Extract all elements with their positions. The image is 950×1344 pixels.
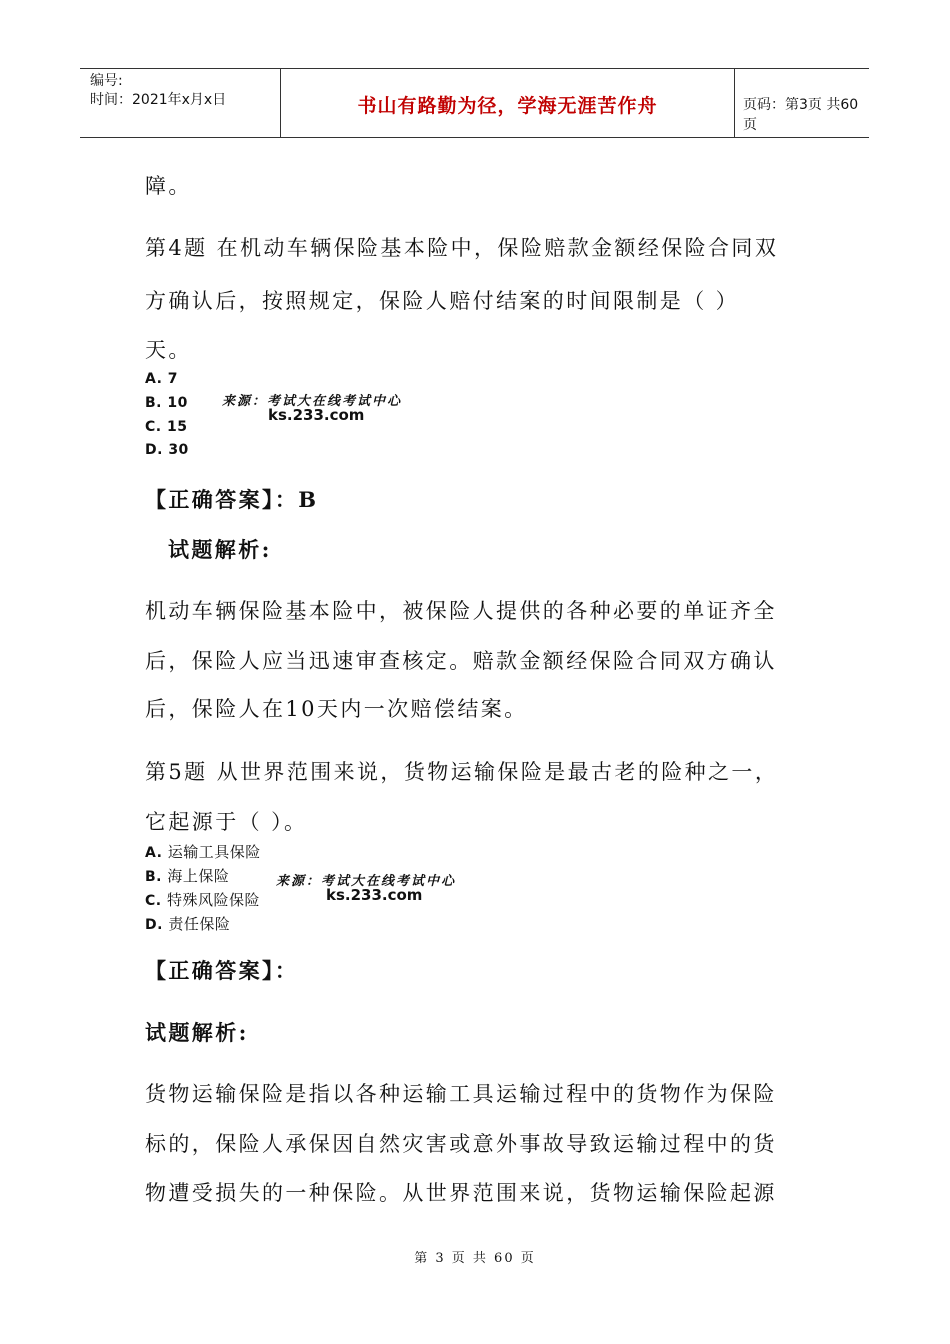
q5-line-2: 它起源于（ ）。 xyxy=(145,810,308,834)
q5-option-d-letter: D. xyxy=(145,917,163,933)
q5-analysis-line-1: 货物运输保险是指以各种运输工具运输过程中的货物作为保险 xyxy=(145,1082,777,1106)
q5-watermark-source: 来源：考试大在线考试中心 xyxy=(276,874,457,889)
date-label: 时间：2021年x月x日 xyxy=(90,92,227,108)
q4-analysis-line-3: 后，保险人在10天内一次赔偿结案。 xyxy=(145,697,528,721)
q5-option-c-letter: C. xyxy=(145,893,162,909)
q4-option-b: B. 10 xyxy=(145,395,188,411)
q4-line-3: 天。 xyxy=(145,338,192,362)
q5-analysis-title: 试题解析: xyxy=(145,1020,249,1045)
header-page-info: 页码：第3页 共60页 xyxy=(743,97,859,133)
q5-analysis-line-2: 标的，保险人承保因自然灾害或意外事故导致运输过程中的货 xyxy=(145,1132,777,1156)
q5-option-d xyxy=(145,913,230,934)
q5-answer: 【正确答案】： xyxy=(145,958,299,983)
q5-option-c-text: 特殊风险保险 xyxy=(166,891,260,909)
q4-option-c: C. 15 xyxy=(145,419,188,435)
q4-line-2: 方确认后，按照规定，保险人赔付结案的时间限制是（ ） xyxy=(145,289,740,313)
q5-option-a-text: 运输工具保险 xyxy=(167,843,261,861)
header-right-cell xyxy=(734,69,869,137)
q4-line-1: 第4题 在机动车辆保险基本险中，保险赔款金额经保险合同双 xyxy=(145,236,779,260)
q5-line-1: 第5题 从世界范围来说，货物运输保险是最古老的险种之一， xyxy=(145,760,779,784)
q5-analysis-line-3: 物遭受损失的一种保险。从世界范围来说，货物运输保险起源 xyxy=(145,1181,777,1205)
q4-option-d: D. 30 xyxy=(145,442,189,458)
q5-option-a-letter: A. xyxy=(145,845,163,861)
doc-number-label: 编号: xyxy=(90,73,123,89)
header-left-cell xyxy=(80,69,280,137)
q5-option-d-text: 责任保险 xyxy=(168,915,231,933)
q4-watermark-source: 来源：考试大在线考试中心 xyxy=(222,394,403,409)
q5-option-b-letter: B. xyxy=(145,869,162,885)
q5-option-b xyxy=(145,865,229,886)
q5-option-a xyxy=(145,841,261,862)
q4-analysis-line-1: 机动车辆保险基本险中，被保险人提供的各种必要的单证齐全 xyxy=(145,599,777,623)
q4-watermark-url: ks.233.com xyxy=(268,406,365,424)
header-motto-cell xyxy=(280,69,735,137)
q5-option-c xyxy=(145,889,260,910)
q4-answer: 【正确答案】：B xyxy=(145,487,319,512)
motto: 书山有路勤为径，学海无涯苦作舟 xyxy=(357,95,658,117)
prev-paragraph-end: 障。 xyxy=(145,174,192,198)
q5-watermark-url: ks.233.com xyxy=(326,886,423,904)
page-footer: 第 3 页 共 60 页 xyxy=(414,1251,536,1266)
q4-analysis-line-2: 后，保险人应当迅速审查核定。赔款金额经保险合同双方确认 xyxy=(145,649,777,673)
q4-option-a: A. 7 xyxy=(145,371,179,387)
q5-option-b-text: 海上保险 xyxy=(167,867,230,885)
q4-analysis-title: 试题解析: xyxy=(168,537,272,562)
page-header xyxy=(80,68,869,138)
